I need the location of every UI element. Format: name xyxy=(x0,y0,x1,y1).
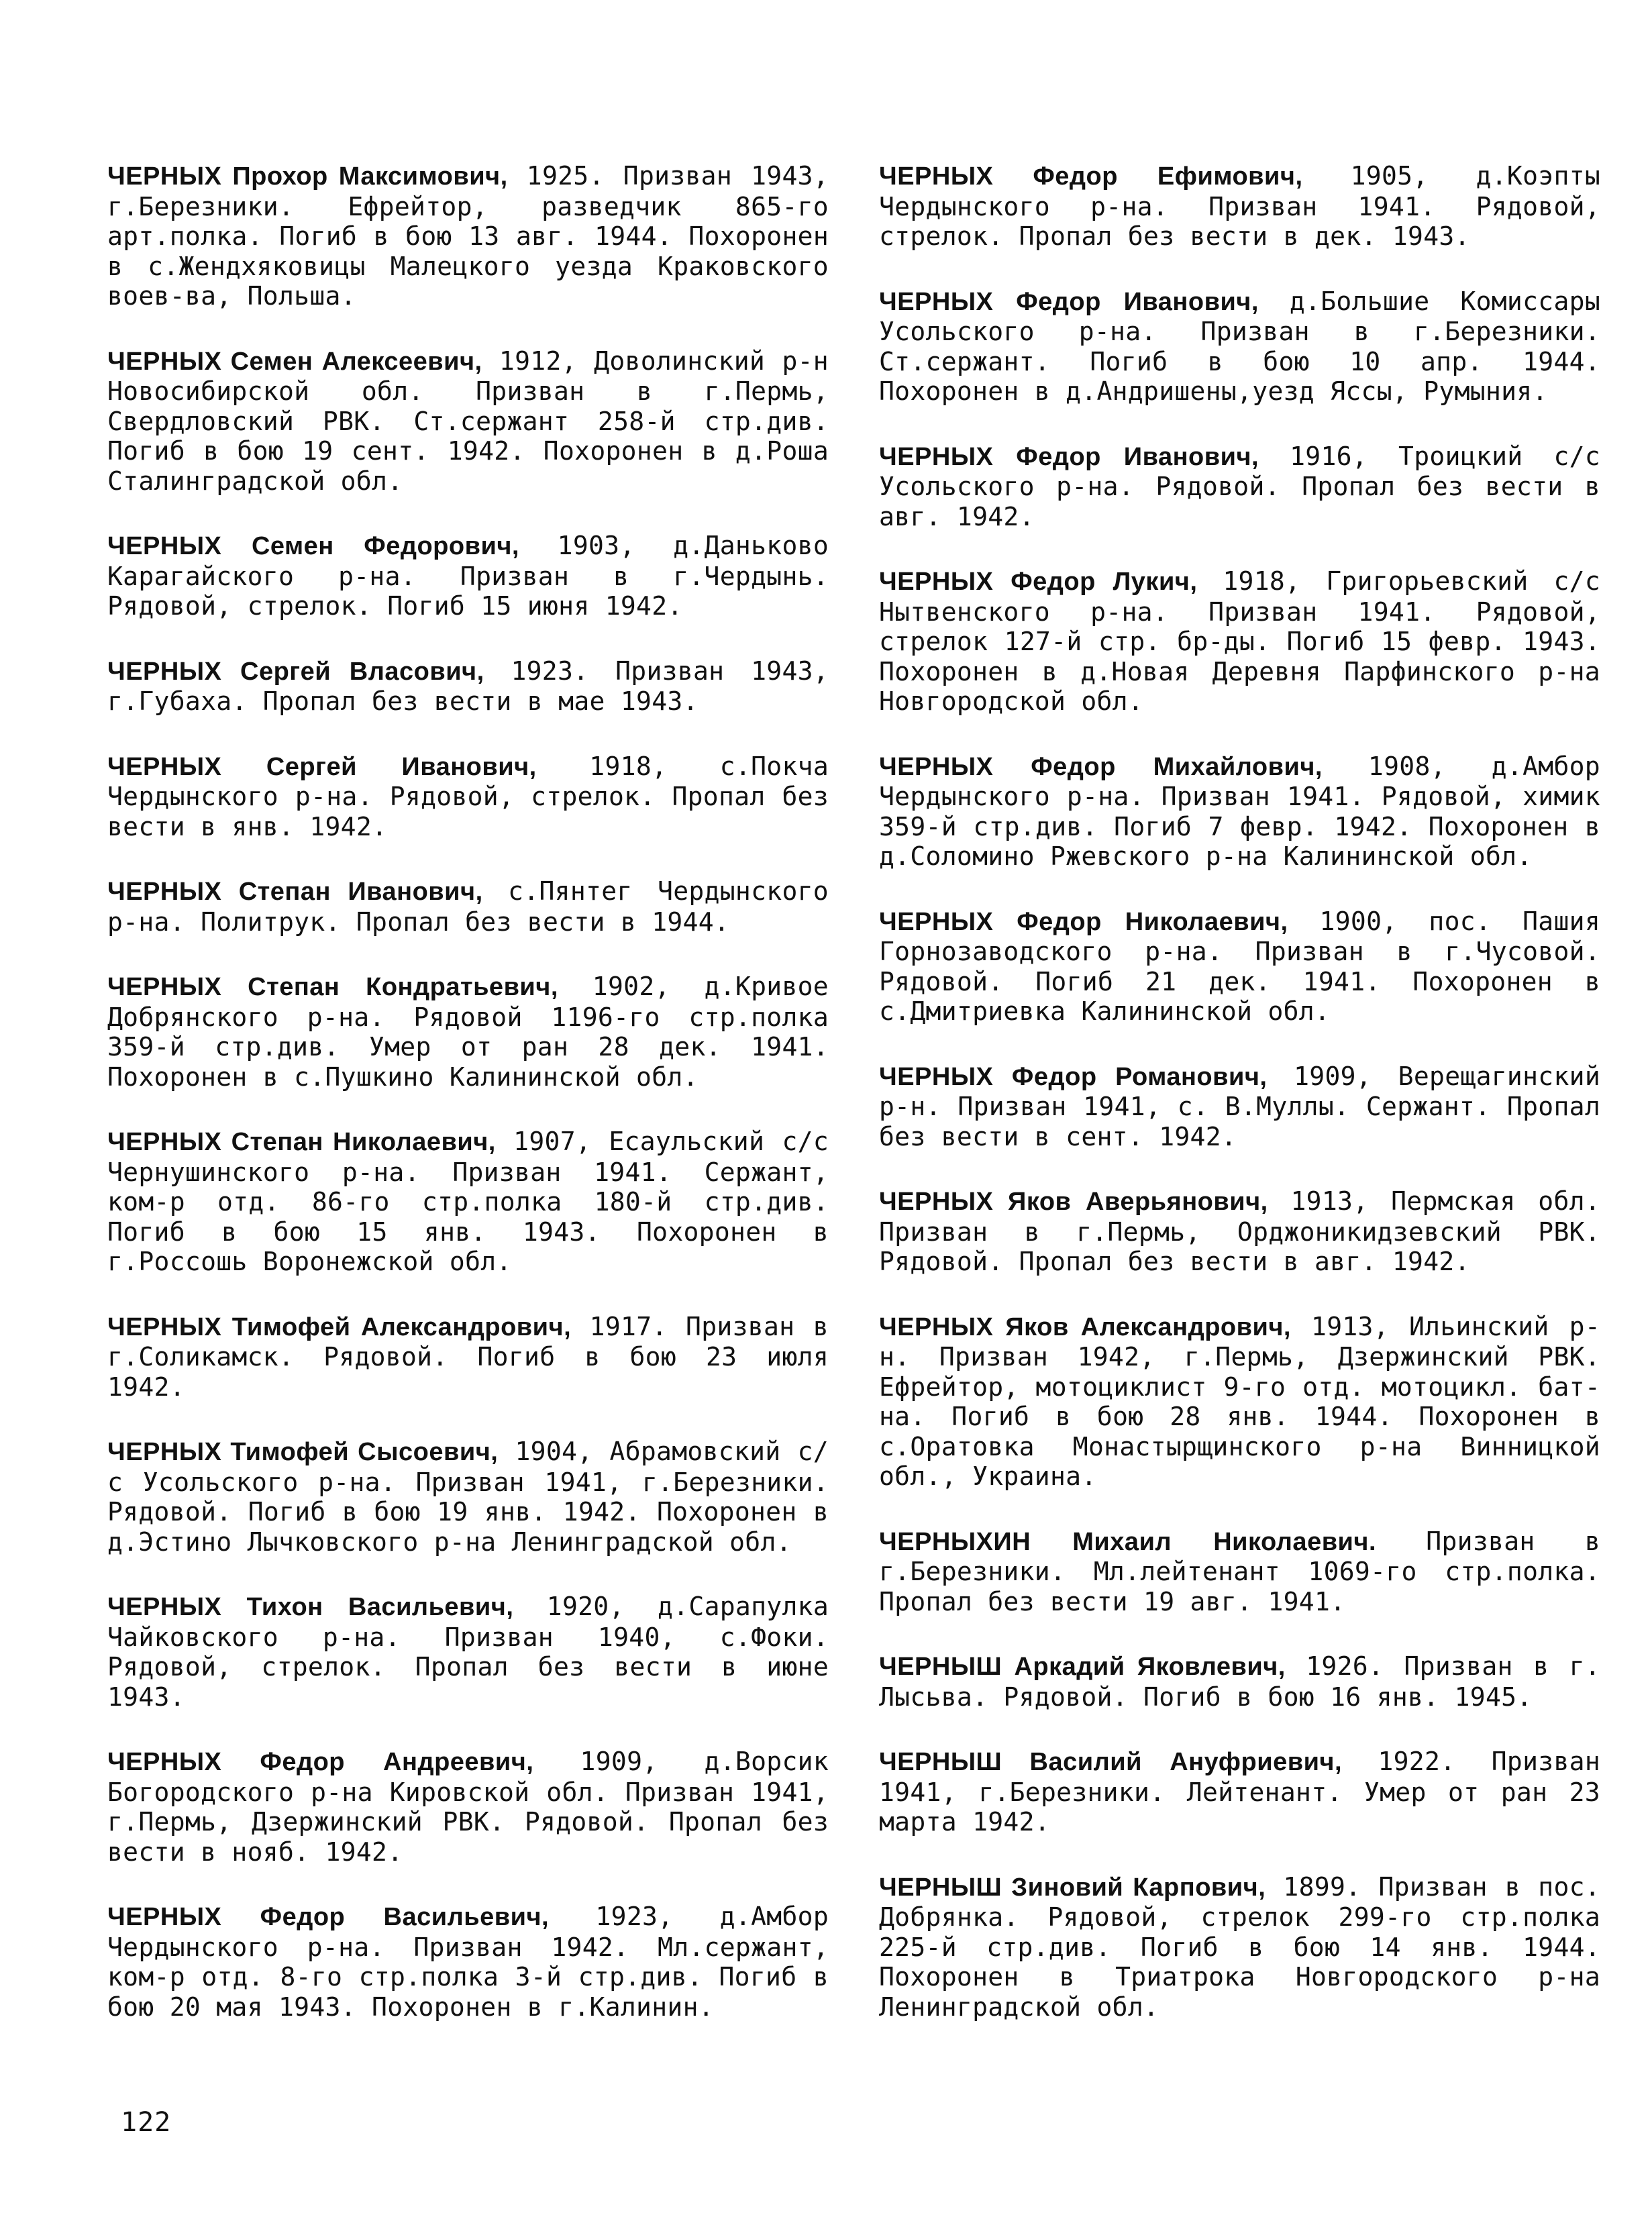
entry-text: 1912, Доволинский р-н Новосибирской обл. Призван в г.Пермь, Свердловский РВК. Ст.сержант 258-й стр.див. Погиб в бою 19 сент. 1942. Похоронен в д.Роша Сталинградской обл. xyxy=(107,346,829,496)
entry-name: ЧЕРНЫХИН Михаил Николаевич. xyxy=(879,1527,1377,1556)
entry-text: 1905, д.Коэпты Чердынского р-на. Призван 1941. Рядовой, стрелок. Пропал без вести в дек. 1943. xyxy=(879,161,1600,251)
biography-entry xyxy=(107,972,829,1092)
entry-text: Призван в г.Березники. Мл.лейтенант 1069-го стр.полка. Пропал без вести 19 авг. 1941. xyxy=(879,1526,1600,1616)
entry-text: 1926. Призван в г. Лысьва. Рядовой. Погиб в бою 16 янв. 1945. xyxy=(879,1651,1600,1712)
right-column xyxy=(879,161,1600,2057)
entry-name: ЧЕРНЫХ Яков Александрович, xyxy=(879,1312,1291,1341)
biography-entry xyxy=(107,1902,829,2022)
biography-entry xyxy=(107,876,829,937)
biography-entry xyxy=(879,1527,1600,1617)
biography-entry xyxy=(879,1747,1600,1837)
entry-name: ЧЕРНЫХ Федор Михайлович, xyxy=(879,752,1323,781)
biography-entry xyxy=(879,287,1600,407)
biography-entry xyxy=(879,1312,1600,1492)
entry-text: 1922. Призван 1941, г.Березники. Лейтенант. Умер от ран 23 марта 1942. xyxy=(879,1747,1600,1837)
entry-name: ЧЕРНЫХ Степан Иванович, xyxy=(107,878,483,906)
biography-entry xyxy=(107,1127,829,1277)
entry-name: ЧЕРНЫХ Федор Андреевич, xyxy=(107,1748,534,1776)
page-number: 122 xyxy=(121,2107,172,2138)
entry-name: ЧЕРНЫШ Зиновий Карпович, xyxy=(879,1873,1266,1902)
biography-entry xyxy=(107,531,829,621)
entry-text: 1908, д.Амбор Чердынского р-на. Призван 1941. Рядовой, химик 359-й стр.див. Погиб 7 февр. 1942. Похоронен в д.Соломино Ржевского р-на Калининской обл. xyxy=(879,751,1600,871)
entry-text: д.Большие Комиссары Усольского р-на. Призван в г.Березники. Ст.сержант. Погиб в бою 10 апр. 1944. Похоронен в д.Андришены,уезд Яссы, Румыния. xyxy=(879,286,1601,406)
entry-text: с.Пянтег Чердынского р-на. Политрук. Пропал без вести в 1944. xyxy=(107,876,829,937)
biography-entry xyxy=(879,1062,1600,1152)
entry-text: 1918, с.Покча Чердынского р-на. Рядовой, стрелок. Пропал без вести в янв. 1942. xyxy=(107,751,829,841)
entry-name: ЧЕРНЫХ Сергей Иванович, xyxy=(107,752,537,781)
entry-name: ЧЕРНЫХ Семен Алексеевич, xyxy=(107,347,482,376)
entry-text: 1925. Призван 1943, г.Березники. Ефрейтор, разведчик 865-го арт.полка. Погиб в бою 13 авг. 1944. Похоронен в с.Жендхяковицы Малецкого уезда Краковского воев-ва, Польша. xyxy=(107,161,829,311)
biography-entry xyxy=(879,1186,1600,1277)
entry-name: ЧЕРНЫХ Федор Васильевич, xyxy=(107,1903,550,1931)
entry-name: ЧЕРНЫШ Василий Ануфриевич, xyxy=(879,1748,1343,1776)
entry-text: 1899. Призван в пос. Добрянка. Рядовой, стрелок 299-го стр.полка 225-й стр.див. Погиб в бою 14 янв. 1944. Похоронен в Триатрока Новгородского р-на Ленинградской обл. xyxy=(879,1871,1600,2022)
entry-text: 1918, Григорьевский с/с Нытвенского р-на. Призван 1941. Рядовой, стрелок 127-й стр. бр-ды. Погиб 15 февр. 1943. Похоронен в д.Новая Деревня Парфинского р-на Новгородской обл. xyxy=(879,566,1600,716)
biography-entry xyxy=(107,346,829,497)
entry-text: 1903, д.Даньково Карагайского р-на. Призван в г.Чердынь. Рядовой, стрелок. Погиб 15 июня 1942. xyxy=(107,531,829,621)
entry-name: ЧЕРНЫХ Степан Николаевич, xyxy=(107,1128,496,1156)
entry-name: ЧЕРНЫХ Сергей Власович, xyxy=(107,657,484,686)
entry-name: ЧЕРНЫХ Федор Лукич, xyxy=(879,568,1198,596)
entry-text: 1923. Призван 1943, г.Губаха. Пропал без вести в мае 1943. xyxy=(107,656,829,716)
entry-name: ЧЕРНЫХ Степан Кондратьевич, xyxy=(107,973,558,1001)
entry-name: ЧЕРНЫХ Яков Аверьянович, xyxy=(879,1188,1268,1216)
biography-entry xyxy=(107,1592,829,1712)
biography-entry xyxy=(107,1747,829,1867)
entry-text: 1900, пос. Пашия Горнозаводского р-на. Призван в г.Чусовой. Рядовой. Погиб 21 дек. 1941. Похоронен в с.Дмитриевка Калининской обл. xyxy=(879,906,1600,1026)
biography-entry xyxy=(879,1872,1600,2022)
biography-entry xyxy=(879,161,1600,252)
biography-entry xyxy=(879,1651,1600,1712)
left-column xyxy=(107,161,829,2057)
entry-name: ЧЕРНЫХ Федор Иванович, xyxy=(879,287,1259,316)
biography-entry xyxy=(107,752,829,842)
biography-entry xyxy=(107,656,829,717)
entry-text: 1907, Есаульский с/с Чернушинского р-на. Призван 1941. Сержант, ком-р отд. 86-го стр.полка 180-й стр.див. Погиб в бою 15 янв. 1943. Похоронен в г.Россошь Воронежской обл. xyxy=(107,1127,829,1276)
entry-text: 1916, Троицкий с/с Усольского р-на. Рядовой. Пропал без вести в авг. 1942. xyxy=(879,441,1601,531)
biography-entry xyxy=(107,1437,829,1557)
entry-text: 1909, д.Ворсик Богородского р-на Кировской обл. Призван 1941, г.Пермь, Дзержинский РВК. Рядовой. Пропал без вести в нояб. 1942. xyxy=(107,1747,829,1867)
entry-name: ЧЕРНЫХ Федор Ефимович, xyxy=(879,162,1303,191)
entry-text: 1904, Абрамовский с/с Усольского р-на. Призван 1941, г.Березники. Рядовой. Погиб в бою 19 янв. 1942. Похоронен в д.Эстино Лычковского р-на Ленинградской обл. xyxy=(107,1437,829,1557)
biography-entry xyxy=(107,1312,829,1402)
entry-name: ЧЕРНЫХ Прохор Максимович, xyxy=(107,162,508,191)
entry-name: ЧЕРНЫХ Федор Романович, xyxy=(879,1062,1268,1091)
entry-name: ЧЕРНЫХ Тимофей Сысоевич, xyxy=(107,1438,499,1466)
entry-name: ЧЕРНЫХ Федор Николаевич, xyxy=(879,907,1288,936)
biography-entry xyxy=(879,752,1600,872)
biography-entry xyxy=(879,442,1600,532)
entry-name: ЧЕРНЫШ Аркадий Яковлевич, xyxy=(879,1653,1286,1681)
entry-name: ЧЕРНЫХ Семен Федорович, xyxy=(107,532,519,560)
entry-text: 1913, Пермская обл. Призван в г.Пермь, Орджоникидзевский РВК. Рядовой. Пропал без вести в авг. 1942. xyxy=(879,1186,1600,1276)
entry-text: 1909, Верещагинский р-н. Призван 1941, с. В.Муллы. Сержант. Пропал без вести в сент. 1942. xyxy=(879,1061,1600,1151)
entry-text: 1917. Призван в г.Соликамск. Рядовой. Погиб в бою 23 июля 1942. xyxy=(107,1311,829,1402)
entry-text: 1923, д.Амбор Чердынского р-на. Призван 1942. Мл.сержант, ком-р отд. 8-го стр.полка 3-й стр.див. Погиб в бою 20 мая 1943. Похоронен в г.Калинин. xyxy=(107,1902,829,2022)
entry-text: 1920, д.Сарапулка Чайковского р-на. Призван 1940, с.Фоки. Рядовой, стрелок. Пропал без вести в июне 1943. xyxy=(107,1592,829,1712)
entry-name: ЧЕРНЫХ Тихон Васильевич, xyxy=(107,1593,514,1621)
biography-entry xyxy=(107,161,829,311)
entry-text: 1913, Ильинский р-н. Призван 1942, г.Пермь, Дзержинский РВК. Ефрейтор, мотоциклист 9-го отд. мотоцикл. бат-на. Погиб в бою 28 янв. 1944. Похоронен в с.Оратовка Монастырщинского р-на Винницкой обл., Украина. xyxy=(879,1311,1600,1491)
entry-name: ЧЕРНЫХ Федор Иванович, xyxy=(879,442,1259,471)
entry-text: 1902, д.Кривое Добрянского р-на. Рядовой 1196-го стр.полка 359-й стр.див. Умер от ран 28 дек. 1941. Похоронен в с.Пушкино Калининской обл. xyxy=(107,972,829,1092)
biography-entry xyxy=(879,907,1600,1027)
biography-entry xyxy=(879,566,1600,717)
entry-name: ЧЕРНЫХ Тимофей Александрович, xyxy=(107,1312,572,1341)
